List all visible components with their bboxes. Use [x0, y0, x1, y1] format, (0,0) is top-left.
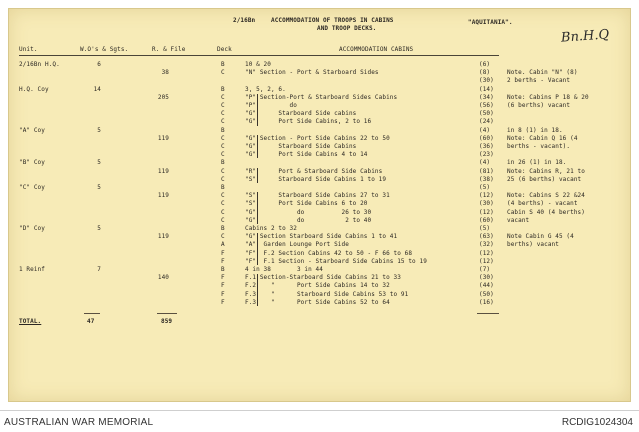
cell-deck: C	[221, 118, 225, 126]
cell-rank-file: 140	[157, 274, 169, 282]
archive-name: AUSTRALIAN WAR MEMORIAL	[4, 417, 154, 428]
cell-deck: B	[221, 266, 225, 273]
cell-accommodation: "G" do 2 to 40	[245, 216, 372, 224]
cell-rank-file: 119	[157, 167, 169, 175]
cell-accommodation: "P" do	[245, 102, 297, 109]
cell-unit: 2/16Bn H.Q.	[19, 61, 60, 68]
cell-note: berths) vacant	[507, 241, 559, 249]
cell-berths: (8)	[479, 69, 491, 77]
cell-accommodation: Cabins 2 to 32	[245, 225, 297, 232]
cell-deck: C	[221, 216, 225, 224]
cell-unit: 1 Reinf	[19, 266, 45, 273]
cell-accommodation: 10 & 20	[245, 61, 271, 68]
cell-berths: (4)	[479, 126, 491, 134]
cell-deck: C	[221, 192, 225, 200]
cell-accommodation: "G" Section - Port Side Cabins 22 to 50	[245, 134, 390, 142]
doc-title-line2: AND TROOP DECKS.	[317, 25, 377, 32]
cell-rank-file: 119	[157, 233, 169, 241]
cell-deck: C	[221, 143, 225, 150]
cell-accommodation: "G" Section Starboard Side Cabins 1 to 41	[245, 233, 398, 241]
cell-accommodation: "F" F.1 Section - Starboard Side Cabins 15 to 19	[245, 257, 427, 265]
cell-accommodation: "G" Starboard Side cabins	[245, 110, 357, 118]
cell-wo-sgts: 6	[97, 61, 101, 68]
cell-deck: C	[221, 69, 225, 77]
cell-berths: (63)	[479, 233, 494, 241]
cell-berths: (5)	[479, 184, 491, 191]
cell-berths: (60)	[479, 216, 494, 224]
cell-berths: (14)	[479, 85, 494, 93]
totals-rank-file: 859	[161, 318, 173, 325]
cell-unit: "A" Coy	[19, 126, 45, 134]
cell-berths: (44)	[479, 282, 494, 290]
cell-berths: (16)	[479, 298, 494, 306]
cell-berths: (12)	[479, 249, 494, 257]
cell-accommodation: "R" Port & Starboard Side Cabins	[245, 167, 383, 175]
totals-rule-num	[477, 313, 499, 314]
cell-note: Note. Cabin "N" (8)	[507, 69, 578, 77]
cell-accommodation: "G" Starboard Side Cabins	[245, 143, 357, 150]
document-page	[8, 8, 631, 402]
cell-accommodation: "S" Starboard Side Cabins 1 to 19	[245, 175, 387, 183]
cell-deck: C	[221, 208, 225, 216]
cell-berths: (30)	[479, 200, 494, 208]
column-header-deck: Deck	[217, 46, 232, 53]
cell-unit: "D" Coy	[19, 225, 45, 232]
cell-deck: C	[221, 151, 225, 159]
cell-note: (6 berths) vacant	[507, 102, 571, 109]
cell-accommodation: F.2 " Port Side Cabins 14 to 32	[245, 282, 390, 290]
cell-berths: (5)	[479, 225, 491, 232]
group-brace	[257, 94, 260, 126]
cell-deck: B	[221, 61, 225, 68]
cell-rank-file: 38	[161, 69, 169, 77]
group-brace	[257, 168, 260, 183]
cell-berths: (56)	[479, 102, 494, 109]
cell-deck: C	[221, 93, 225, 101]
cell-accommodation: "P" Section-Port & Starboard Sides Cabins	[245, 93, 398, 101]
cell-accommodation: "N" Section - Port & Starboard Sides	[245, 69, 379, 77]
cell-berths: (81)	[479, 167, 494, 175]
cell-deck: F	[221, 290, 225, 298]
cell-unit: "B" Coy	[19, 159, 45, 167]
cell-note: Note: Cabins S 22 &24	[507, 192, 585, 200]
cell-deck: F	[221, 274, 225, 282]
cell-berths: (6)	[479, 61, 491, 68]
cell-deck: B	[221, 159, 225, 167]
cell-deck: F	[221, 249, 225, 257]
group-brace	[257, 233, 260, 265]
cell-deck: C	[221, 200, 225, 208]
cell-deck: C	[221, 167, 225, 175]
cell-note: in 26 (1) in 18.	[507, 159, 567, 167]
column-header-wo-sgts: W.O's & Sgts.	[80, 46, 129, 53]
handwritten-annotation: Bn.H.Q	[560, 27, 610, 46]
cell-accommodation: "G" do 26 to 30	[245, 208, 372, 216]
doc-title-line1: ACCOMMODATION OF TROOPS IN CABINS	[271, 17, 394, 24]
cell-wo-sgts: 5	[97, 126, 101, 134]
cell-deck: F	[221, 282, 225, 290]
header-rule	[19, 55, 499, 56]
cell-accommodation: "S" Starboard Side Cabins 27 to 31	[245, 192, 390, 200]
totals-rule-wo	[84, 313, 100, 314]
cell-deck: A	[221, 241, 225, 249]
group-brace	[257, 135, 260, 159]
column-header-unit: Unit.	[19, 46, 38, 53]
cell-wo-sgts: 5	[97, 184, 101, 191]
cell-berths: (23)	[479, 151, 494, 159]
cell-berths: (12)	[479, 192, 494, 200]
cell-note: Cabin S 40 (4 berths)	[507, 208, 585, 216]
doc-ref: 2/16Bn	[233, 17, 256, 24]
cell-deck: C	[221, 134, 225, 142]
cell-berths: (24)	[479, 118, 494, 126]
cell-accommodation: 4 in 38 3 in 44	[245, 266, 323, 273]
cell-berths: (50)	[479, 290, 494, 298]
totals-rule-rf	[157, 313, 177, 314]
cell-berths: (12)	[479, 257, 494, 265]
cell-rank-file: 205	[157, 93, 169, 101]
archive-id: RCDIG1024304	[561, 417, 633, 428]
cell-berths: (50)	[479, 110, 494, 118]
cell-berths: (30)	[479, 77, 494, 85]
cell-accommodation: F.1 Section-Starboard Side Cabins 21 to 33	[245, 274, 401, 282]
totals-label: TOTAL.	[19, 318, 42, 325]
cell-berths: (7)	[479, 266, 491, 273]
column-header-rank-file: R. & File	[152, 46, 186, 53]
cell-unit: H.Q. Coy	[19, 85, 49, 93]
cell-berths: (30)	[479, 274, 494, 282]
cell-accommodation: "G" Port Side Cabins 4 to 14	[245, 151, 368, 159]
cell-berths: (36)	[479, 143, 494, 150]
cell-accommodation: F.3 " Port Side Cabins 52 to 64	[245, 298, 390, 306]
cell-deck: C	[221, 175, 225, 183]
cell-deck: B	[221, 225, 225, 232]
cell-deck: C	[221, 110, 225, 118]
cell-wo-sgts: 5	[97, 225, 101, 232]
cell-rank-file: 119	[157, 134, 169, 142]
ship-name: "AQUITANIA".	[468, 19, 513, 26]
cell-note: Note: Cabins R, 21 to	[507, 167, 585, 175]
cell-note: Note: Cabin Q 16 (4	[507, 134, 578, 142]
cell-accommodation: "A" Garden Lounge Port Side	[245, 241, 349, 249]
cell-berths: (38)	[479, 175, 494, 183]
cell-wo-sgts: 14	[93, 85, 101, 93]
cell-note: vacant	[507, 216, 530, 224]
totals-wo-sgts: 47	[87, 318, 95, 325]
cell-unit: "C" Coy	[19, 184, 45, 191]
cell-rank-file: 119	[157, 192, 169, 200]
cell-berths: (32)	[479, 241, 494, 249]
cell-note: Note: Cabins P 18 & 20	[507, 93, 589, 101]
cell-note: 25 (6 berths) vacant	[507, 175, 582, 183]
group-brace	[257, 274, 260, 306]
cell-note: Note Cabin G 45 (4	[507, 233, 574, 241]
cell-note: 2 berths - Vacant	[507, 77, 571, 85]
cell-note: in 8 (1) in 18.	[507, 126, 563, 134]
cell-wo-sgts: 5	[97, 159, 101, 167]
cell-note: (4 berths) - vacant	[507, 200, 578, 208]
cell-deck: B	[221, 184, 225, 191]
cell-note: berths - vacant).	[507, 143, 571, 150]
column-header-accommodation: ACCOMMODATION CABINS	[339, 46, 414, 53]
cell-accommodation: "G" Port Side Cabins, 2 to 16	[245, 118, 372, 126]
cell-deck: B	[221, 126, 225, 134]
cell-deck: C	[221, 233, 225, 241]
cell-berths: (4)	[479, 159, 491, 167]
cell-deck: F	[221, 298, 225, 306]
group-brace	[257, 192, 260, 224]
cell-berths: (60)	[479, 134, 494, 142]
cell-berths: (12)	[479, 208, 494, 216]
cell-accommodation: "S" Port Side Cabins 6 to 20	[245, 200, 368, 208]
cell-accommodation: F.3 " Starboard Side Cabins 53 to 91	[245, 290, 409, 298]
cell-berths: (34)	[479, 93, 494, 101]
cell-deck: F	[221, 257, 225, 265]
cell-deck: B	[221, 85, 225, 93]
cell-wo-sgts: 7	[97, 266, 101, 273]
cell-deck: C	[221, 102, 225, 109]
cell-accommodation: "F" F.2 Section Cabins 42 to 50 - F 66 to 68	[245, 249, 413, 257]
cell-accommodation: 3, 5, 2, 6.	[245, 85, 286, 93]
archive-footer	[0, 410, 639, 432]
